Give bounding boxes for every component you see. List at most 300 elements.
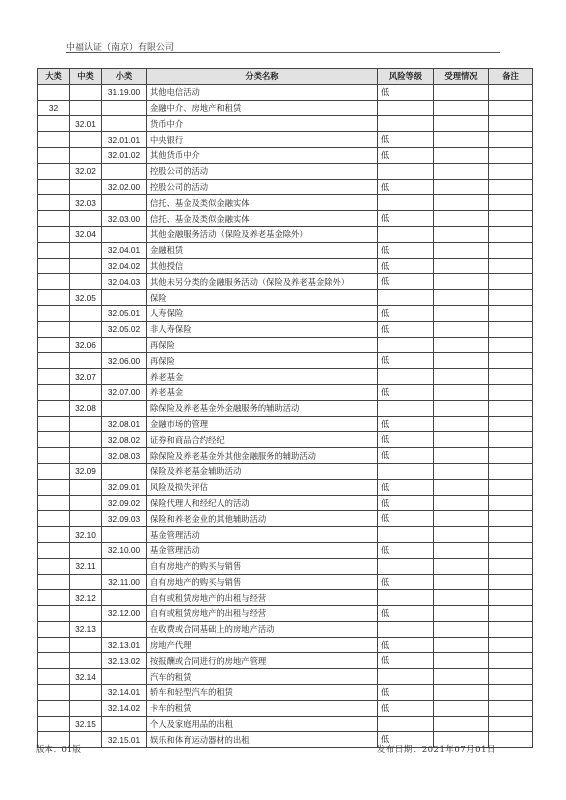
minor-category-cell (102, 590, 147, 606)
middle-category-cell: 32.04 (70, 226, 102, 242)
minor-category-cell (102, 337, 147, 353)
major-category-cell (38, 147, 70, 163)
acceptance-status-cell (434, 353, 489, 369)
minor-category-cell: 32.01.02 (102, 147, 147, 163)
acceptance-status-cell (434, 242, 489, 258)
minor-category-cell: 32.07.00 (102, 384, 147, 400)
remark-cell (489, 290, 533, 306)
remark-cell (489, 621, 533, 637)
remark-cell (489, 495, 533, 511)
remark-cell (489, 132, 533, 148)
minor-category-cell: 32.03.00 (102, 211, 147, 227)
risk-level-cell: 低 (378, 637, 434, 653)
major-category-cell (38, 179, 70, 195)
category-name-cell: 除保险及养老基金外金融服务的辅助活动 (147, 400, 378, 416)
acceptance-status-cell (434, 590, 489, 606)
header-divider (66, 52, 500, 53)
middle-category-cell (70, 100, 102, 116)
minor-category-cell: 32.05.01 (102, 305, 147, 321)
major-category-cell (38, 700, 70, 716)
release-date-label: 发布日期：2021年07月01日 (376, 745, 496, 755)
acceptance-status-cell (434, 384, 489, 400)
remark-cell (489, 179, 533, 195)
major-category-cell (38, 479, 70, 495)
risk-level-cell (378, 669, 434, 685)
table-row (38, 574, 533, 590)
acceptance-status-cell (434, 290, 489, 306)
middle-category-cell: 32.14 (70, 669, 102, 685)
middle-category-cell: 32.06 (70, 337, 102, 353)
minor-category-cell: 32.09.01 (102, 479, 147, 495)
acceptance-status-cell (434, 542, 489, 558)
category-name-cell: 自有房地产的购买与销售 (147, 574, 378, 590)
middle-category-cell (70, 606, 102, 622)
minor-category-cell: 32.15.01 (102, 732, 147, 748)
minor-category-cell: 32.11.00 (102, 574, 147, 590)
category-name-cell: 保险 (147, 290, 378, 306)
remark-cell (489, 669, 533, 685)
remark-cell (489, 337, 533, 353)
middle-category-cell (70, 685, 102, 701)
acceptance-status-cell (434, 558, 489, 574)
risk-level-cell: 低 (378, 132, 434, 148)
minor-category-cell: 32.02.00 (102, 179, 147, 195)
risk-level-cell (378, 226, 434, 242)
category-name-cell: 基金管理活动 (147, 542, 378, 558)
middle-category-cell (70, 384, 102, 400)
category-name-cell: 按报酬或合同进行的房地产管理 (147, 653, 378, 669)
category-name-cell: 自有或租赁房地产的出租与经营 (147, 590, 378, 606)
minor-category-cell: 32.05.02 (102, 321, 147, 337)
table-body (38, 84, 533, 747)
category-name-cell: 信托、基金及类似金融实体 (147, 195, 378, 211)
risk-level-cell: 低 (378, 179, 434, 195)
acceptance-status-cell (434, 653, 489, 669)
table-row (38, 100, 533, 116)
table-row (38, 305, 533, 321)
major-category-cell (38, 432, 70, 448)
minor-category-cell: 32.04.03 (102, 274, 147, 290)
major-category-cell (38, 226, 70, 242)
acceptance-status-cell (434, 700, 489, 716)
category-name-cell: 中央银行 (147, 132, 378, 148)
minor-category-cell: 32.14.01 (102, 685, 147, 701)
column-header-status: 受理情况 (434, 69, 489, 85)
acceptance-status-cell (434, 669, 489, 685)
major-category-cell (38, 211, 70, 227)
risk-level-cell: 低 (378, 432, 434, 448)
acceptance-status-cell (434, 195, 489, 211)
risk-level-cell: 低 (378, 416, 434, 432)
middle-category-cell (70, 574, 102, 590)
major-category-cell (38, 242, 70, 258)
major-category-cell (38, 321, 70, 337)
major-category-cell (38, 369, 70, 385)
remark-cell (489, 116, 533, 132)
category-name-cell: 风险及损失评估 (147, 479, 378, 495)
risk-level-cell (378, 290, 434, 306)
major-category-cell (38, 621, 70, 637)
middle-category-cell: 32.08 (70, 400, 102, 416)
remark-cell (489, 384, 533, 400)
acceptance-status-cell (434, 258, 489, 274)
remark-cell (489, 463, 533, 479)
major-category-cell (38, 669, 70, 685)
remark-cell (489, 637, 533, 653)
major-category-cell (38, 511, 70, 527)
acceptance-status-cell (434, 574, 489, 590)
risk-level-cell: 低 (378, 479, 434, 495)
risk-level-cell (378, 100, 434, 116)
table-row (38, 685, 533, 701)
risk-level-cell: 低 (378, 384, 434, 400)
major-category-cell (38, 132, 70, 148)
acceptance-status-cell (434, 100, 489, 116)
risk-level-cell: 低 (378, 84, 434, 100)
major-category-cell (38, 590, 70, 606)
category-name-cell: 养老基金 (147, 384, 378, 400)
table-row (38, 448, 533, 464)
column-header-major: 大类 (38, 69, 70, 85)
middle-category-cell: 32.12 (70, 590, 102, 606)
table-row (38, 321, 533, 337)
remark-cell (489, 653, 533, 669)
major-category-cell (38, 163, 70, 179)
table-row (38, 527, 533, 543)
risk-level-cell (378, 400, 434, 416)
remark-cell (489, 274, 533, 290)
major-category-cell (38, 116, 70, 132)
category-name-cell: 自有房地产的购买与销售 (147, 558, 378, 574)
acceptance-status-cell (434, 432, 489, 448)
category-name-cell: 卡车的租赁 (147, 700, 378, 716)
middle-category-cell: 32.13 (70, 621, 102, 637)
risk-level-cell (378, 527, 434, 543)
category-name-cell: 控股公司的活动 (147, 163, 378, 179)
middle-category-cell (70, 495, 102, 511)
remark-cell (489, 448, 533, 464)
acceptance-status-cell (434, 274, 489, 290)
risk-level-cell: 低 (378, 511, 434, 527)
table-row (38, 542, 533, 558)
acceptance-status-cell (434, 116, 489, 132)
middle-category-cell: 32.10 (70, 527, 102, 543)
category-name-cell: 其他货币中介 (147, 147, 378, 163)
acceptance-status-cell (434, 637, 489, 653)
table-header-row (38, 69, 533, 85)
category-name-cell: 轿车和轻型汽车的租赁 (147, 685, 378, 701)
minor-category-cell: 32.09.02 (102, 495, 147, 511)
middle-category-cell (70, 353, 102, 369)
table-row (38, 132, 533, 148)
major-category-cell (38, 416, 70, 432)
minor-category-cell (102, 369, 147, 385)
major-category-cell (38, 290, 70, 306)
acceptance-status-cell (434, 226, 489, 242)
major-category-cell (38, 274, 70, 290)
column-header-minor: 小类 (102, 69, 147, 85)
major-category-cell (38, 84, 70, 100)
acceptance-status-cell (434, 211, 489, 227)
category-name-cell: 养老基金 (147, 369, 378, 385)
middle-category-cell (70, 653, 102, 669)
category-name-cell: 基金管理活动 (147, 527, 378, 543)
category-name-cell: 保险及养老基金辅助活动 (147, 463, 378, 479)
category-name-cell: 再保险 (147, 337, 378, 353)
minor-category-cell: 32.08.02 (102, 432, 147, 448)
category-name-cell: 其他电信活动 (147, 84, 378, 100)
risk-level-cell: 低 (378, 732, 434, 748)
major-category-cell (38, 258, 70, 274)
table-row (38, 558, 533, 574)
minor-category-cell: 32.13.01 (102, 637, 147, 653)
table-row (38, 369, 533, 385)
remark-cell (489, 305, 533, 321)
category-name-cell: 金融市场的管理 (147, 416, 378, 432)
risk-level-cell: 低 (378, 495, 434, 511)
major-category-cell (38, 685, 70, 701)
category-name-cell: 证券和商品合约经纪 (147, 432, 378, 448)
table-row (38, 226, 533, 242)
risk-level-cell: 低 (378, 242, 434, 258)
remark-cell (489, 416, 533, 432)
risk-level-cell (378, 337, 434, 353)
middle-category-cell (70, 305, 102, 321)
table-row (38, 163, 533, 179)
major-category-cell (38, 463, 70, 479)
major-category-cell (38, 558, 70, 574)
risk-level-cell: 低 (378, 448, 434, 464)
remark-cell (489, 400, 533, 416)
category-name-cell: 房地产代理 (147, 637, 378, 653)
minor-category-cell: 31.19.00 (102, 84, 147, 100)
table-row (38, 384, 533, 400)
remark-cell (489, 84, 533, 100)
table-row (38, 495, 533, 511)
remark-cell (489, 606, 533, 622)
table-row (38, 432, 533, 448)
middle-category-cell: 32.05 (70, 290, 102, 306)
acceptance-status-cell (434, 305, 489, 321)
risk-level-cell (378, 195, 434, 211)
middle-category-cell (70, 147, 102, 163)
risk-level-cell (378, 590, 434, 606)
minor-category-cell (102, 100, 147, 116)
remark-cell (489, 542, 533, 558)
table-row (38, 637, 533, 653)
acceptance-status-cell (434, 321, 489, 337)
middle-category-cell: 32.11 (70, 558, 102, 574)
remark-cell (489, 258, 533, 274)
classification-table (37, 68, 533, 748)
table-row (38, 179, 533, 195)
major-category-cell (38, 353, 70, 369)
column-header-name: 分类名称 (147, 69, 378, 85)
minor-category-cell (102, 621, 147, 637)
remark-cell (489, 527, 533, 543)
table-row (38, 463, 533, 479)
acceptance-status-cell (434, 495, 489, 511)
remark-cell (489, 100, 533, 116)
middle-category-cell: 32.01 (70, 116, 102, 132)
risk-level-cell: 低 (378, 700, 434, 716)
major-category-cell: 32 (38, 100, 70, 116)
risk-level-cell (378, 716, 434, 732)
middle-category-cell (70, 479, 102, 495)
acceptance-status-cell (434, 527, 489, 543)
major-category-cell (38, 716, 70, 732)
remark-cell (489, 163, 533, 179)
remark-cell (489, 700, 533, 716)
acceptance-status-cell (434, 369, 489, 385)
risk-level-cell: 低 (378, 542, 434, 558)
minor-category-cell: 32.01.01 (102, 132, 147, 148)
remark-cell (489, 558, 533, 574)
acceptance-status-cell (434, 685, 489, 701)
risk-level-cell: 低 (378, 211, 434, 227)
table-row (38, 590, 533, 606)
middle-category-cell: 32.09 (70, 463, 102, 479)
risk-level-cell (378, 621, 434, 637)
minor-category-cell (102, 163, 147, 179)
category-name-cell: 其他未另分类的金融服务活动（保险及养老基金除外） (147, 274, 378, 290)
middle-category-cell: 32.07 (70, 369, 102, 385)
middle-category-cell (70, 542, 102, 558)
major-category-cell (38, 384, 70, 400)
minor-category-cell: 32.13.02 (102, 653, 147, 669)
minor-category-cell (102, 290, 147, 306)
minor-category-cell: 32.14.02 (102, 700, 147, 716)
category-name-cell: 娱乐和体育运动器材的出租 (147, 732, 378, 748)
remark-cell (489, 242, 533, 258)
table-row (38, 274, 533, 290)
remark-cell (489, 147, 533, 163)
table-row (38, 669, 533, 685)
table-row (38, 290, 533, 306)
minor-category-cell (102, 116, 147, 132)
category-name-cell: 汽车的租赁 (147, 669, 378, 685)
table-row (38, 147, 533, 163)
category-name-cell: 个人及家庭用品的出租 (147, 716, 378, 732)
acceptance-status-cell (434, 84, 489, 100)
table-row (38, 242, 533, 258)
risk-level-cell: 低 (378, 606, 434, 622)
acceptance-status-cell (434, 479, 489, 495)
minor-category-cell (102, 400, 147, 416)
remark-cell (489, 226, 533, 242)
table-row (38, 716, 533, 732)
middle-category-cell: 32.15 (70, 716, 102, 732)
table-row (38, 337, 533, 353)
table-row (38, 606, 533, 622)
minor-category-cell: 32.10.00 (102, 542, 147, 558)
remark-cell (489, 432, 533, 448)
risk-level-cell: 低 (378, 653, 434, 669)
remark-cell (489, 369, 533, 385)
table-row (38, 116, 533, 132)
acceptance-status-cell (434, 147, 489, 163)
minor-category-cell: 32.04.02 (102, 258, 147, 274)
risk-level-cell: 低 (378, 353, 434, 369)
middle-category-cell: 32.03 (70, 195, 102, 211)
major-category-cell (38, 195, 70, 211)
risk-level-cell: 低 (378, 147, 434, 163)
remark-cell (489, 353, 533, 369)
risk-level-cell (378, 369, 434, 385)
acceptance-status-cell (434, 400, 489, 416)
risk-level-cell: 低 (378, 258, 434, 274)
acceptance-status-cell (434, 511, 489, 527)
acceptance-status-cell (434, 337, 489, 353)
category-name-cell: 保险和养老金业的其他辅助活动 (147, 511, 378, 527)
category-name-cell: 非人寿保险 (147, 321, 378, 337)
remark-cell (489, 716, 533, 732)
middle-category-cell (70, 274, 102, 290)
category-name-cell: 人寿保险 (147, 305, 378, 321)
category-name-cell: 控股公司的活动 (147, 179, 378, 195)
middle-category-cell (70, 211, 102, 227)
company-name: 中福认证（南京）有限公司 (66, 43, 175, 53)
middle-category-cell (70, 637, 102, 653)
category-name-cell: 除保险及养老基金外其他金融服务的辅助活动 (147, 448, 378, 464)
remark-cell (489, 321, 533, 337)
category-name-cell: 信托、基金及类似金融实体 (147, 211, 378, 227)
table-row (38, 416, 533, 432)
column-header-middle: 中类 (70, 69, 102, 85)
table-row (38, 84, 533, 100)
major-category-cell (38, 653, 70, 669)
category-name-cell: 其他金融服务活动（保险及养老基金除外） (147, 226, 378, 242)
version-label: 版本：01版 (36, 745, 81, 755)
remark-cell (489, 574, 533, 590)
minor-category-cell: 32.06.00 (102, 353, 147, 369)
risk-level-cell: 低 (378, 685, 434, 701)
minor-category-cell: 32.08.03 (102, 448, 147, 464)
remark-cell (489, 195, 533, 211)
risk-level-cell: 低 (378, 274, 434, 290)
category-name-cell: 在收费或合同基础上的房地产活动 (147, 621, 378, 637)
table-row (38, 195, 533, 211)
category-name-cell: 金融中介、房地产和租赁 (147, 100, 378, 116)
middle-category-cell (70, 84, 102, 100)
acceptance-status-cell (434, 621, 489, 637)
category-name-cell: 保险代理人和经纪人的活动 (147, 495, 378, 511)
remark-cell (489, 479, 533, 495)
column-header-risk: 风险等级 (378, 69, 434, 85)
major-category-cell (38, 448, 70, 464)
minor-category-cell: 32.09.03 (102, 511, 147, 527)
middle-category-cell (70, 179, 102, 195)
risk-level-cell (378, 116, 434, 132)
table-row (38, 479, 533, 495)
middle-category-cell (70, 132, 102, 148)
category-name-cell: 再保险 (147, 353, 378, 369)
remark-cell (489, 211, 533, 227)
table-row (38, 400, 533, 416)
table-row (38, 621, 533, 637)
acceptance-status-cell (434, 416, 489, 432)
category-name-cell: 金融租赁 (147, 242, 378, 258)
category-name-cell: 自有或租赁房地产的出租与经营 (147, 606, 378, 622)
table-row (38, 353, 533, 369)
risk-level-cell: 低 (378, 574, 434, 590)
major-category-cell (38, 527, 70, 543)
major-category-cell (38, 574, 70, 590)
major-category-cell (38, 606, 70, 622)
category-name-cell: 其他授信 (147, 258, 378, 274)
risk-level-cell: 低 (378, 321, 434, 337)
major-category-cell (38, 542, 70, 558)
